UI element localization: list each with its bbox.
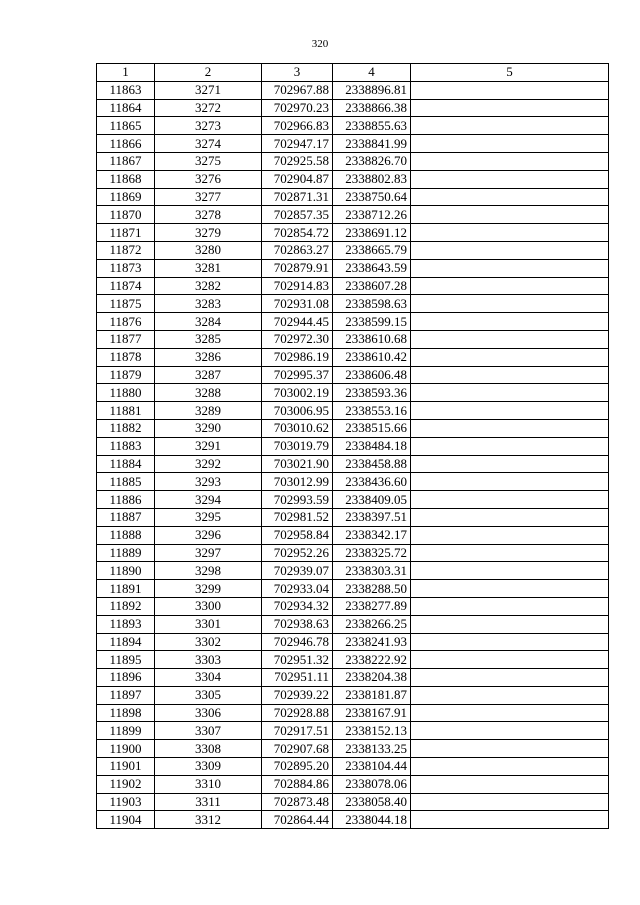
table-cell-col-4: 2338167.91 [333,704,411,722]
table-row [97,295,609,313]
table-cell-col-3: 702951.11 [262,669,333,687]
table-header-row [97,64,609,82]
table-row [97,775,609,793]
table-row [97,562,609,580]
table-row [97,669,609,687]
table-cell-col-2: 3308 [155,740,262,758]
table-row [97,580,609,598]
table-cell-col-3: 702938.63 [262,615,333,633]
table-cell-col-5 [411,277,609,295]
table-cell-col-5 [411,366,609,384]
table-cell-col-1: 11904 [97,811,155,829]
table-cell-col-5 [411,526,609,544]
table-cell-col-2: 3296 [155,526,262,544]
table-cell-col-2: 3279 [155,224,262,242]
table-cell-col-1: 11876 [97,313,155,331]
table-cell-col-2: 3311 [155,793,262,811]
table-row [97,740,609,758]
coordinates-table [96,63,609,829]
table-cell-col-3: 702914.83 [262,277,333,295]
table-cell-col-1: 11896 [97,669,155,687]
table-cell-col-5 [411,99,609,117]
table-cell-col-2: 3286 [155,348,262,366]
table-cell-col-2: 3304 [155,669,262,687]
table-row [97,473,609,491]
table-cell-col-3: 703019.79 [262,437,333,455]
table-cell-col-3: 703006.95 [262,402,333,420]
table-cell-col-2: 3299 [155,580,262,598]
table-cell-col-5 [411,224,609,242]
table-cell-col-4: 2338607.28 [333,277,411,295]
table-cell-col-1: 11881 [97,402,155,420]
table-cell-col-3: 702864.44 [262,811,333,829]
table-row [97,348,609,366]
table-cell-col-3: 702966.83 [262,117,333,135]
table-cell-col-4: 2338058.40 [333,793,411,811]
table-cell-col-4: 2338436.60 [333,473,411,491]
table-cell-col-5 [411,206,609,224]
table-cell-col-2: 3282 [155,277,262,295]
table-cell-col-3: 702970.23 [262,99,333,117]
table-cell-col-3: 702863.27 [262,241,333,259]
table-cell-col-2: 3293 [155,473,262,491]
table-cell-col-1: 11865 [97,117,155,135]
table-cell-col-2: 3273 [155,117,262,135]
table-cell-col-5 [411,313,609,331]
table-cell-col-1: 11891 [97,580,155,598]
table-cell-col-1: 11895 [97,651,155,669]
table-cell-col-1: 11884 [97,455,155,473]
table-cell-col-2: 3275 [155,152,262,170]
table-cell-col-2: 3290 [155,419,262,437]
table-cell-col-5 [411,580,609,598]
table-row [97,544,609,562]
table-cell-col-4: 2338610.42 [333,348,411,366]
table-row [97,206,609,224]
table-cell-col-3: 702884.86 [262,775,333,793]
table-cell-col-1: 11877 [97,330,155,348]
table-cell-col-5 [411,330,609,348]
table-cell-col-2: 3298 [155,562,262,580]
table-cell-col-1: 11868 [97,170,155,188]
table-cell-col-1: 11898 [97,704,155,722]
table-cell-col-5 [411,348,609,366]
table-cell-col-4: 2338458.88 [333,455,411,473]
table-cell-col-5 [411,81,609,99]
table-cell-col-3: 702993.59 [262,491,333,509]
table-cell-col-1: 11879 [97,366,155,384]
table-cell-col-1: 11871 [97,224,155,242]
table-cell-col-5 [411,615,609,633]
column-header-3: 3 [262,64,333,82]
table-row [97,526,609,544]
table-cell-col-1: 11882 [97,419,155,437]
table-cell-col-2: 3310 [155,775,262,793]
table-row [97,135,609,153]
table-row [97,366,609,384]
table-cell-col-3: 702873.48 [262,793,333,811]
table-cell-col-4: 2338896.81 [333,81,411,99]
table-cell-col-5 [411,597,609,615]
table-cell-col-5 [411,544,609,562]
column-header-1: 1 [97,64,155,82]
column-header-4: 4 [333,64,411,82]
table-cell-col-5 [411,508,609,526]
table-cell-col-5 [411,437,609,455]
table-cell-col-1: 11873 [97,259,155,277]
table-row [97,99,609,117]
table-row [97,313,609,331]
table-cell-col-1: 11893 [97,615,155,633]
table-cell-col-5 [411,633,609,651]
table-cell-col-1: 11894 [97,633,155,651]
table-cell-col-2: 3278 [155,206,262,224]
table-cell-col-4: 2338599.15 [333,313,411,331]
table-cell-col-4: 2338593.36 [333,384,411,402]
table-cell-col-1: 11880 [97,384,155,402]
table-cell-col-3: 702958.84 [262,526,333,544]
table-cell-col-5 [411,295,609,313]
table-cell-col-3: 702871.31 [262,188,333,206]
table-cell-col-4: 2338241.93 [333,633,411,651]
table-cell-col-3: 703010.62 [262,419,333,437]
table-cell-col-4: 2338606.48 [333,366,411,384]
table-cell-col-3: 702946.78 [262,633,333,651]
table-cell-col-1: 11890 [97,562,155,580]
table-cell-col-3: 702854.72 [262,224,333,242]
table-cell-col-2: 3306 [155,704,262,722]
table-cell-col-2: 3284 [155,313,262,331]
table-cell-col-4: 2338204.38 [333,669,411,687]
table-row [97,402,609,420]
table-body [97,81,609,828]
table-cell-col-4: 2338610.68 [333,330,411,348]
table-cell-col-3: 702939.07 [262,562,333,580]
table-row [97,633,609,651]
column-header-2: 2 [155,64,262,82]
table-row [97,455,609,473]
table-cell-col-4: 2338750.64 [333,188,411,206]
table-cell-col-3: 702981.52 [262,508,333,526]
table-cell-col-5 [411,135,609,153]
table-cell-col-5 [411,775,609,793]
table-cell-col-1: 11870 [97,206,155,224]
table-cell-col-5 [411,740,609,758]
table-cell-col-2: 3297 [155,544,262,562]
table-cell-col-1: 11899 [97,722,155,740]
table-cell-col-2: 3301 [155,615,262,633]
table-cell-col-2: 3285 [155,330,262,348]
table-cell-col-1: 11903 [97,793,155,811]
table-cell-col-5 [411,384,609,402]
table-cell-col-4: 2338222.92 [333,651,411,669]
table-row [97,152,609,170]
table-cell-col-3: 702857.35 [262,206,333,224]
table-cell-col-1: 11869 [97,188,155,206]
table-row [97,170,609,188]
table-cell-col-3: 702879.91 [262,259,333,277]
table-cell-col-5 [411,651,609,669]
table-cell-col-4: 2338802.83 [333,170,411,188]
table-row [97,384,609,402]
table-cell-col-4: 2338325.72 [333,544,411,562]
table-cell-col-4: 2338841.99 [333,135,411,153]
table-cell-col-3: 702895.20 [262,758,333,776]
column-header-5: 5 [411,64,609,82]
table-cell-col-5 [411,491,609,509]
table-cell-col-5 [411,170,609,188]
table-cell-col-4: 2338643.59 [333,259,411,277]
table-cell-col-1: 11875 [97,295,155,313]
table-cell-col-1: 11883 [97,437,155,455]
table-cell-col-5 [411,419,609,437]
table-cell-col-1: 11888 [97,526,155,544]
table-cell-col-4: 2338288.50 [333,580,411,598]
table-cell-col-4: 2338303.31 [333,562,411,580]
table-cell-col-5 [411,241,609,259]
table-cell-col-3: 702939.22 [262,686,333,704]
table-cell-col-2: 3305 [155,686,262,704]
table-cell-col-2: 3295 [155,508,262,526]
table-cell-col-2: 3303 [155,651,262,669]
table-cell-col-4: 2338691.12 [333,224,411,242]
table-cell-col-3: 702917.51 [262,722,333,740]
table-cell-col-2: 3291 [155,437,262,455]
table-cell-col-3: 703002.19 [262,384,333,402]
table-cell-col-3: 702904.87 [262,170,333,188]
table-cell-col-3: 702933.04 [262,580,333,598]
table-row [97,117,609,135]
table-row [97,597,609,615]
table-row [97,508,609,526]
table-cell-col-2: 3312 [155,811,262,829]
table-cell-col-1: 11900 [97,740,155,758]
table-cell-col-4: 2338665.79 [333,241,411,259]
table-cell-col-5 [411,117,609,135]
table-cell-col-5 [411,811,609,829]
table-row [97,259,609,277]
table-cell-col-5 [411,188,609,206]
table-cell-col-3: 702947.17 [262,135,333,153]
table-cell-col-3: 702986.19 [262,348,333,366]
table-cell-col-2: 3283 [155,295,262,313]
table-cell-col-5 [411,402,609,420]
table-cell-col-4: 2338078.06 [333,775,411,793]
table-cell-col-5 [411,793,609,811]
table-cell-col-4: 2338397.51 [333,508,411,526]
table-cell-col-3: 702907.68 [262,740,333,758]
table-cell-col-3: 702928.88 [262,704,333,722]
table-cell-col-1: 11864 [97,99,155,117]
table-row [97,793,609,811]
table-cell-col-4: 2338133.25 [333,740,411,758]
table-cell-col-4: 2338712.26 [333,206,411,224]
table-cell-col-3: 702995.37 [262,366,333,384]
table-row [97,615,609,633]
table-cell-col-4: 2338342.17 [333,526,411,544]
table-cell-col-4: 2338152.13 [333,722,411,740]
table-row [97,651,609,669]
table-cell-col-5 [411,473,609,491]
table-row [97,330,609,348]
table-row [97,686,609,704]
table-cell-col-2: 3289 [155,402,262,420]
table-cell-col-3: 703021.90 [262,455,333,473]
table-row [97,758,609,776]
table-cell-col-3: 702944.45 [262,313,333,331]
table-cell-col-5 [411,259,609,277]
table-cell-col-3: 702934.32 [262,597,333,615]
table-cell-col-5 [411,669,609,687]
table-cell-col-2: 3309 [155,758,262,776]
table-cell-col-4: 2338484.18 [333,437,411,455]
table-cell-col-3: 702951.32 [262,651,333,669]
table-cell-col-5 [411,686,609,704]
table-cell-col-2: 3288 [155,384,262,402]
table-cell-col-1: 11889 [97,544,155,562]
table-cell-col-2: 3277 [155,188,262,206]
table-cell-col-4: 2338553.16 [333,402,411,420]
table-row [97,437,609,455]
table-cell-col-4: 2338266.25 [333,615,411,633]
table-cell-col-2: 3280 [155,241,262,259]
table-cell-col-2: 3302 [155,633,262,651]
table-cell-col-2: 3300 [155,597,262,615]
table-cell-col-5 [411,722,609,740]
table-row [97,419,609,437]
table-cell-col-4: 2338855.63 [333,117,411,135]
table-cell-col-4: 2338598.63 [333,295,411,313]
table-cell-col-1: 11887 [97,508,155,526]
table-cell-col-2: 3294 [155,491,262,509]
table-cell-col-2: 3307 [155,722,262,740]
table-row [97,722,609,740]
table-cell-col-5 [411,152,609,170]
table-row [97,704,609,722]
table-cell-col-4: 2338515.66 [333,419,411,437]
table-row [97,491,609,509]
table-cell-col-2: 3271 [155,81,262,99]
table-cell-col-4: 2338826.70 [333,152,411,170]
table-cell-col-4: 2338044.18 [333,811,411,829]
table-cell-col-3: 702952.26 [262,544,333,562]
table-cell-col-2: 3274 [155,135,262,153]
table-cell-col-3: 702972.30 [262,330,333,348]
table-cell-col-4: 2338181.87 [333,686,411,704]
table-cell-col-5 [411,562,609,580]
table-row [97,811,609,829]
table-cell-col-1: 11886 [97,491,155,509]
table-cell-col-5 [411,704,609,722]
table-cell-col-1: 11872 [97,241,155,259]
table-cell-col-2: 3287 [155,366,262,384]
table-cell-col-2: 3276 [155,170,262,188]
table-row [97,188,609,206]
page-number: 320 [311,38,329,50]
table-row [97,277,609,295]
table-cell-col-1: 11897 [97,686,155,704]
table-row [97,224,609,242]
table-cell-col-4: 2338409.05 [333,491,411,509]
table-cell-col-1: 11892 [97,597,155,615]
table-row [97,81,609,99]
table-cell-col-3: 702925.58 [262,152,333,170]
table-cell-col-1: 11874 [97,277,155,295]
table-cell-col-2: 3272 [155,99,262,117]
table-cell-col-2: 3292 [155,455,262,473]
table-cell-col-1: 11867 [97,152,155,170]
table-cell-col-5 [411,455,609,473]
table-cell-col-1: 11866 [97,135,155,153]
table-cell-col-4: 2338104.44 [333,758,411,776]
table-cell-col-4: 2338866.38 [333,99,411,117]
table-cell-col-2: 3281 [155,259,262,277]
table-cell-col-3: 703012.99 [262,473,333,491]
table-cell-col-1: 11863 [97,81,155,99]
table-cell-col-4: 2338277.89 [333,597,411,615]
table-cell-col-1: 11885 [97,473,155,491]
table-cell-col-1: 11902 [97,775,155,793]
table-cell-col-5 [411,758,609,776]
table-cell-col-1: 11878 [97,348,155,366]
table-row [97,241,609,259]
table-cell-col-3: 702931.08 [262,295,333,313]
table-cell-col-3: 702967.88 [262,81,333,99]
table-cell-col-1: 11901 [97,758,155,776]
